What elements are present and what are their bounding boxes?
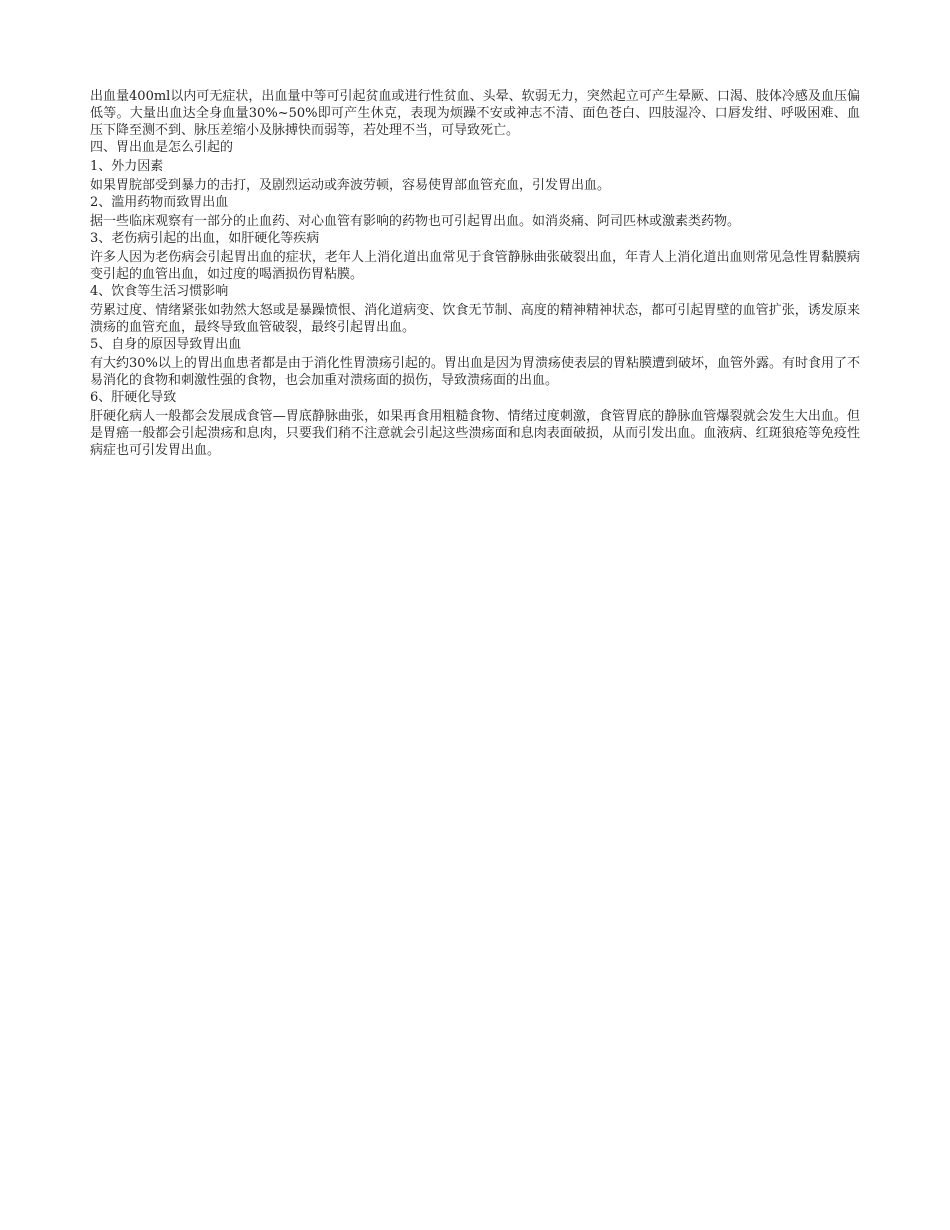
- section-body: 劳累过度、情绪紧张如勃然大怒或是暴躁愤恨、消化道病变、饮食无节制、高度的精神精神状态，都可引起胃壁的血管扩张，诱发原来溃疡的血管充血，最终导致血管破裂，最终引起胃出血。: [90, 303, 860, 335]
- section-body: 如果胃脘部受到暴力的击打，及剧烈运动或奔波劳顿，容易使胃部血管充血，引发胃出血。: [90, 178, 611, 193]
- section-heading: 5、自身的原因导致胃出血: [90, 337, 242, 352]
- section-heading: 6、肝硬化导致: [90, 390, 177, 405]
- section-cirrhosis: [90, 389, 860, 459]
- main-heading: 四、胃出血是怎么引起的: [90, 140, 234, 155]
- section-heading: 1、外力因素: [90, 159, 164, 174]
- section-heading: 4、饮食等生活习惯影响: [90, 284, 229, 299]
- section-lifestyle: [90, 283, 860, 336]
- section-body: 肝硬化病人一般都会发展成食管—胃底静脉曲张，如果再食用粗糙食物、情绪过度刺激，食管胃底的静脉血管爆裂就会发生大出血。但是胃癌一般都会引起溃疡和息肉，只要我们稍不注意就会引起这些溃疡面和息肉表面破损，从而引发出血。血液病、红斑狼疮等免疫性病症也可引发胃出血。: [90, 409, 860, 458]
- section-heading: 2、滥用药物而致胃出血: [90, 195, 229, 210]
- section-body: 许多人因为老伤病会引起胃出血的症状，老年人上消化道出血常见于食管静脉曲张破裂出血，年青人上消化道出血则常见急性胃黏膜病变引起的血管出血，如过度的喝酒损伤胃粘膜。: [90, 250, 860, 282]
- section-body: 有大约30%以上的胃出血患者都是由于消化性胃溃疡引起的。胃出血是因为胃溃疡使表层的胃粘膜遭到破坏，血管外露。有时食用了不易消化的食物和刺激性强的食物，也会加重对溃疡面的损伤，导致溃疡面的出血。: [90, 356, 860, 388]
- intro-paragraph: 出血量400ml以内可无症状，出血量中等可引起贫血或进行性贫血、头晕、软弱无力，突然起立可产生晕厥、口渴、肢体冷感及血压偏低等。大量出血达全身血量30%~50%即可产生休克，表现为烦躁不安或神志不清、面色苍白、四肢湿冷、口唇发绀、呼吸困难、血压下降至测不到、脉压差缩小及脉搏快而弱等，若处理不当，可导致死亡。: [90, 89, 860, 138]
- section-body: 据一些临床观察有一部分的止血药、对心血管有影响的药物也可引起胃出血。如消炎痛、阿司匹林或激素类药物。: [90, 214, 741, 229]
- section-self-cause: [90, 336, 860, 389]
- document-page: [90, 88, 860, 459]
- section-heading: 3、老伤病引起的出血，如肝硬化等疾病: [90, 231, 320, 246]
- section-external-force: [90, 158, 860, 194]
- section-drug-abuse: [90, 194, 860, 230]
- section-old-illness: [90, 230, 860, 283]
